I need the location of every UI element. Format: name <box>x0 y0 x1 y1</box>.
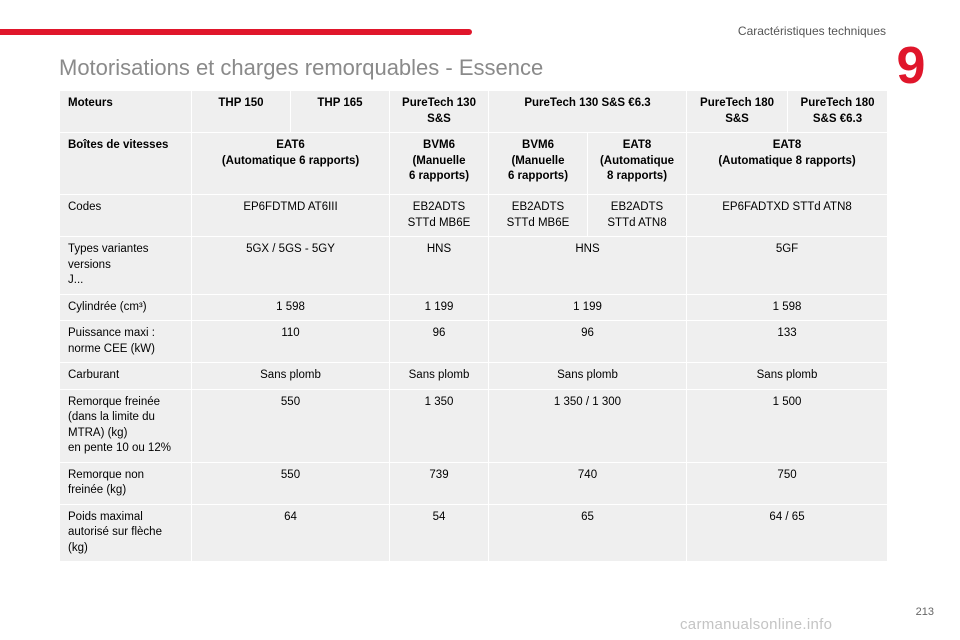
chapter-title: Caractéristiques techniques <box>737 24 886 38</box>
table-cell: 96 <box>489 321 687 363</box>
row-label-poids-fleche: Poids maximal autorisé sur flèche (kg) <box>60 504 192 562</box>
table-cell: 1 350 <box>390 389 489 462</box>
table-cell: 1 500 <box>687 389 888 462</box>
table-row-carburant <box>60 363 888 390</box>
table-cell: 750 <box>687 462 888 504</box>
table-cell: 739 <box>390 462 489 504</box>
table-row-engines <box>60 91 888 133</box>
engine-header-cell: PureTech 130 S&S €6.3 <box>489 91 687 133</box>
page-number: 213 <box>915 606 934 618</box>
chapter-number: 9 <box>896 37 926 95</box>
table-cell: EP6FDTMD AT6III <box>192 195 390 237</box>
table-cell: 64 / 65 <box>687 504 888 562</box>
table-cell: EP6FADTXD STTd ATN8 <box>687 195 888 237</box>
table-cell: 1 199 <box>390 294 489 321</box>
table-cell: 110 <box>192 321 390 363</box>
table-cell: HNS <box>489 237 687 295</box>
engine-header-cell: PureTech 180 S&S <box>687 91 788 133</box>
table-row-remorque-freinee <box>60 389 888 462</box>
table-cell: BVM6 (Manuelle 6 rapports) <box>489 133 588 195</box>
table-cell: EAT8 (Automatique 8 rapports) <box>687 133 888 195</box>
row-label-codes: Codes <box>60 195 192 237</box>
row-label-types: Types variantes versions J... <box>60 237 192 295</box>
table-cell: EB2ADTS STTd ATN8 <box>588 195 687 237</box>
table-cell: 133 <box>687 321 888 363</box>
table-cell: 5GF <box>687 237 888 295</box>
engine-header-cell: THP 165 <box>291 91 390 133</box>
row-label-remorque-freinee: Remorque freinée (dans la limite du MTRA) (kg) en pente 10 ou 12% <box>60 389 192 462</box>
section-title: Motorisations et charges remorquables - Essence <box>59 55 544 80</box>
table-row-types <box>60 237 888 295</box>
table-cell: 54 <box>390 504 489 562</box>
table-cell: EB2ADTS STTd MB6E <box>390 195 489 237</box>
table-cell: EB2ADTS STTd MB6E <box>489 195 588 237</box>
table-row-puissance <box>60 321 888 363</box>
engine-header-cell: THP 150 <box>192 91 291 133</box>
table-cell: Sans plomb <box>390 363 489 390</box>
engine-spec-table <box>59 90 888 562</box>
table-row-poids-fleche <box>60 504 888 562</box>
engine-header-cell: PureTech 130 S&S <box>390 91 489 133</box>
table-cell: 550 <box>192 462 390 504</box>
table-cell: EAT8 (Automatique 8 rapports) <box>588 133 687 195</box>
row-label-cylindree: Cylindrée (cm³) <box>60 294 192 321</box>
table-row-remorque-non-freinee <box>60 462 888 504</box>
table-cell: 1 199 <box>489 294 687 321</box>
table-cell: 64 <box>192 504 390 562</box>
table-cell: 740 <box>489 462 687 504</box>
row-label-engines: Moteurs <box>60 91 192 133</box>
table-cell: BVM6 (Manuelle 6 rapports) <box>390 133 489 195</box>
engine-header-cell: PureTech 180 S&S €6.3 <box>788 91 888 133</box>
footer-watermark: carmanualsonline.info <box>680 616 833 633</box>
table-cell: Sans plomb <box>192 363 390 390</box>
row-label-remorque-non-freinee: Remorque non freinée (kg) <box>60 462 192 504</box>
table-cell: 1 350 / 1 300 <box>489 389 687 462</box>
table-cell: 550 <box>192 389 390 462</box>
table-cell: EAT6 (Automatique 6 rapports) <box>192 133 390 195</box>
row-label-carburant: Carburant <box>60 363 192 390</box>
table-cell: 1 598 <box>192 294 390 321</box>
table-row-cylindree <box>60 294 888 321</box>
table-cell: 5GX / 5GS - 5GY <box>192 237 390 295</box>
header-accent-bar <box>0 29 472 35</box>
table-row-gearbox <box>60 133 888 195</box>
table-cell: Sans plomb <box>489 363 687 390</box>
row-label-gearbox: Boîtes de vitesses <box>60 133 192 195</box>
table-cell: HNS <box>390 237 489 295</box>
table-row-codes <box>60 195 888 237</box>
table-cell: 96 <box>390 321 489 363</box>
table-cell: 65 <box>489 504 687 562</box>
row-label-puissance: Puissance maxi : norme CEE (kW) <box>60 321 192 363</box>
table-cell: 1 598 <box>687 294 888 321</box>
table-cell: Sans plomb <box>687 363 888 390</box>
